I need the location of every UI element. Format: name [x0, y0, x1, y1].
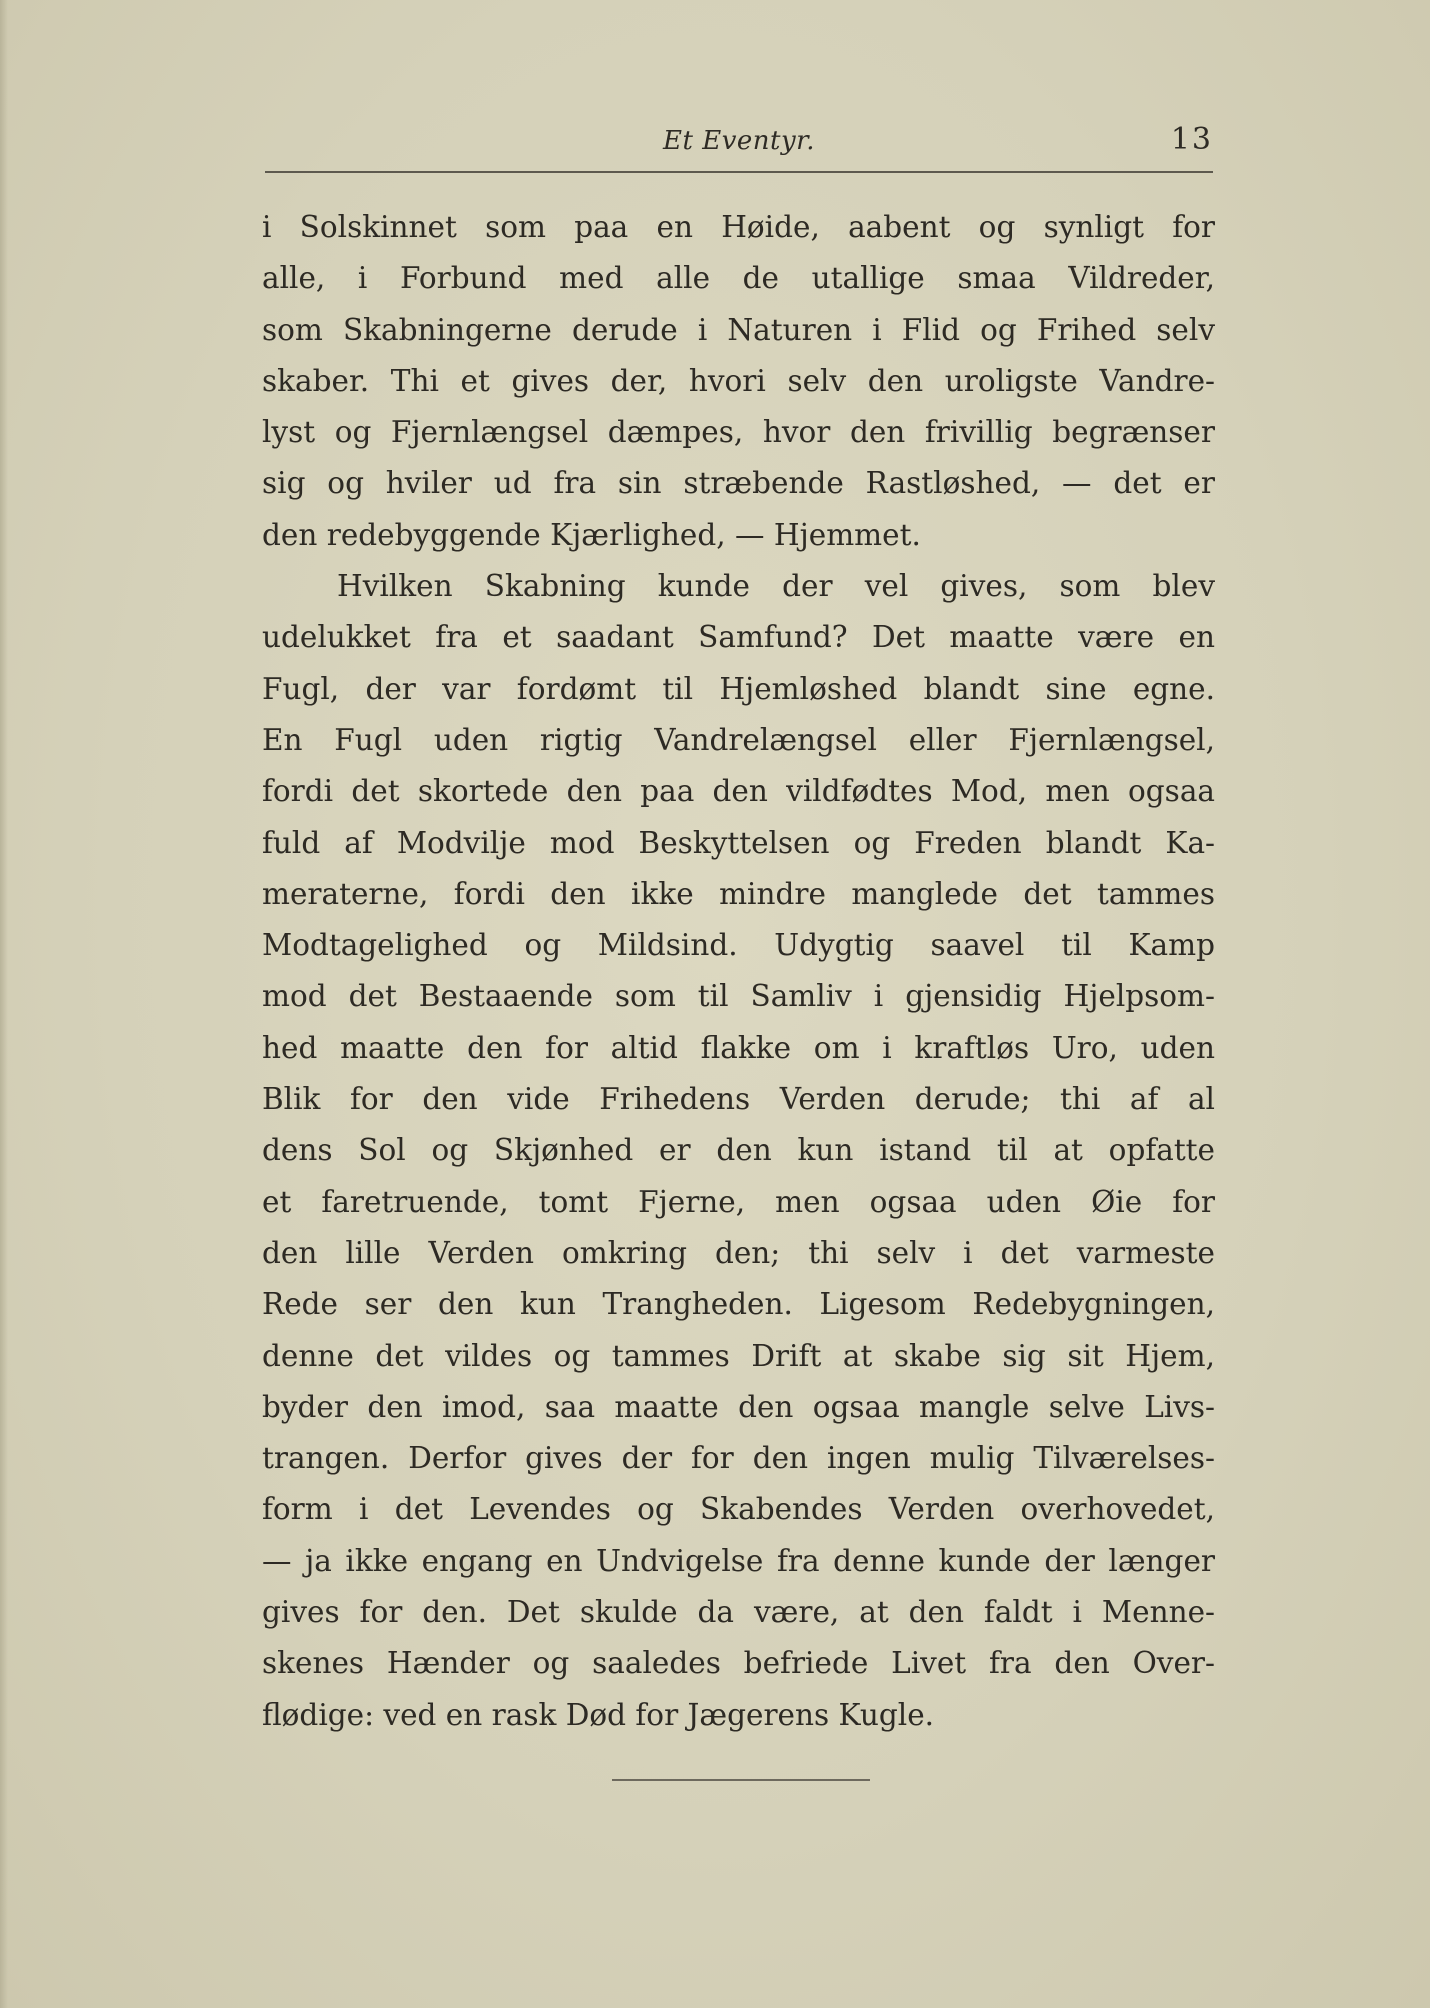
text-line: den lille Verden omkring den; thi selv i det varmeste	[262, 1235, 1215, 1270]
body-text	[262, 202, 1215, 1741]
text-line: byder den imod, saa maatte den ogsaa mangle selve Livs-	[262, 1389, 1215, 1424]
text-line: hed maatte den for altid flakke om i kraftløs Uro, uden	[262, 1030, 1215, 1065]
text-line: — ja ikke engang en Undvigelse fra denne kunde der længer	[262, 1543, 1215, 1578]
text-line: et faretruende, tomt Fjerne, men ogsaa uden Øie for	[262, 1184, 1215, 1219]
text-line: Rede ser den kun Trangheden. Ligesom Redebygningen,	[262, 1287, 1215, 1322]
text-line: i Solskinnet som paa en Høide, aabent og synligt for	[262, 210, 1215, 244]
text-line: sig og hviler ud fra sin stræbende Rastløshed, — det er	[262, 466, 1215, 501]
text-line: lyst og Fjernlængsel dæmpes, hvor den frivillig begrænser	[262, 415, 1215, 450]
end-of-chapter-rule	[612, 1779, 870, 1781]
paragraph-last-line: den redebyggende Kjærlighed, — Hjemmet.	[262, 517, 921, 552]
text-line: gives for den. Det skulde da være, at den faldt i Menne-	[262, 1595, 1215, 1630]
paragraph-last-line: flødige: ved en rask Død for Jægerens Kugle.	[262, 1697, 935, 1732]
text-line: meraterne, fordi den ikke mindre manglede det tammes	[262, 876, 1215, 911]
page-number: 13	[1170, 122, 1213, 157]
text-line: trangen. Derfor gives der for den ingen mulig Tilværelses-	[262, 1441, 1215, 1476]
running-title: Et Eventyr.	[663, 126, 815, 156]
text-line: som Skabningerne derude i Naturen i Flid og Frihed selv	[262, 312, 1215, 347]
text-line: mod det Bestaaende som til Samliv i gjensidig Hjelpsom-	[262, 979, 1215, 1014]
page-header	[265, 122, 1213, 168]
page-edge-shadow	[0, 0, 8, 2008]
paragraph-first-line: Hvilken Skabning kunde der vel gives, som blev	[337, 569, 1215, 604]
text-line: udelukket fra et saadant Samfund? Det maatte være en	[262, 620, 1215, 655]
text-line: fordi det skortede den paa den vildfødtes Mod, men ogsaa	[262, 774, 1215, 809]
header-rule	[265, 171, 1213, 173]
text-line: En Fugl uden rigtig Vandrelængsel eller Fjernlængsel,	[262, 722, 1215, 757]
text-line: skaber. Thi et gives der, hvori selv den uroligste Vandre-	[262, 363, 1215, 398]
text-line: fuld af Modvilje mod Beskyttelsen og Freden blandt Ka-	[262, 825, 1215, 860]
text-line: denne det vildes og tammes Drift at skabe sig sit Hjem,	[262, 1338, 1215, 1373]
text-line: form i det Levendes og Skabendes Verden overhovedet,	[262, 1492, 1215, 1527]
text-line: Modtagelighed og Mildsind. Udygtig saavel til Kamp	[262, 928, 1215, 963]
text-line: alle, i Forbund med alle de utallige smaa Vildreder,	[262, 261, 1215, 296]
text-line: Fugl, der var fordømt til Hjemløshed blandt sine egne.	[262, 671, 1215, 706]
text-line: Blik for den vide Frihedens Verden derude; thi af al	[262, 1082, 1215, 1117]
text-line: skenes Hænder og saaledes befriede Livet fra den Over-	[262, 1646, 1215, 1681]
text-line: dens Sol og Skjønhed er den kun istand til at opfatte	[262, 1133, 1215, 1168]
